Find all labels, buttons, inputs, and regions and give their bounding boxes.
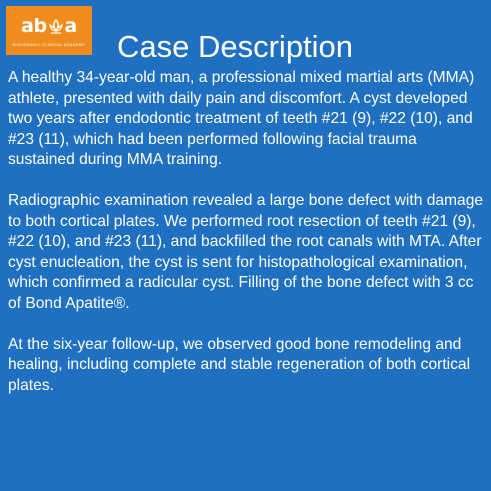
paragraph-follow-up: At the six-year follow-up, we observed good bone remodeling and healing, including complete and stable regeneration of both cortical plates.: [8, 335, 471, 394]
case-description-body: [8, 68, 484, 396]
logo-text-part: a: [64, 15, 77, 37]
lotus-flower-icon: [49, 19, 63, 35]
logo-tagline: BIOCERAMIC CLINICAL ACADEMY: [12, 41, 86, 47]
paragraph-treatment: Radiographic examination revealed a large bone defect with damage to both cortical plates. We performed root resection of teeth #21 (9), #22 (10), and #23 (11), and backfilled the root canals with MTA. After cyst enucleation, the cyst is sent for histopathological examination, which confirmed a radicular cyst. Filling of the bone defect with 3 cc of Bond Apatite®.: [8, 192, 484, 312]
logo-mark: [21, 15, 77, 39]
logo-text-part: ab: [21, 15, 47, 37]
page-title: Case Description: [117, 28, 354, 64]
brand-logo: [6, 6, 92, 55]
paragraph-patient-history: A healthy 34-year-old man, a professional mixed martial arts (MMA) athlete, presented with daily pain and discomfort. A cyst developed two years after endodontic treatment of teeth #21 (9), #22 (10), and #23 (11), which had been performed following facial trauma sustained during MMA training.: [8, 69, 475, 168]
